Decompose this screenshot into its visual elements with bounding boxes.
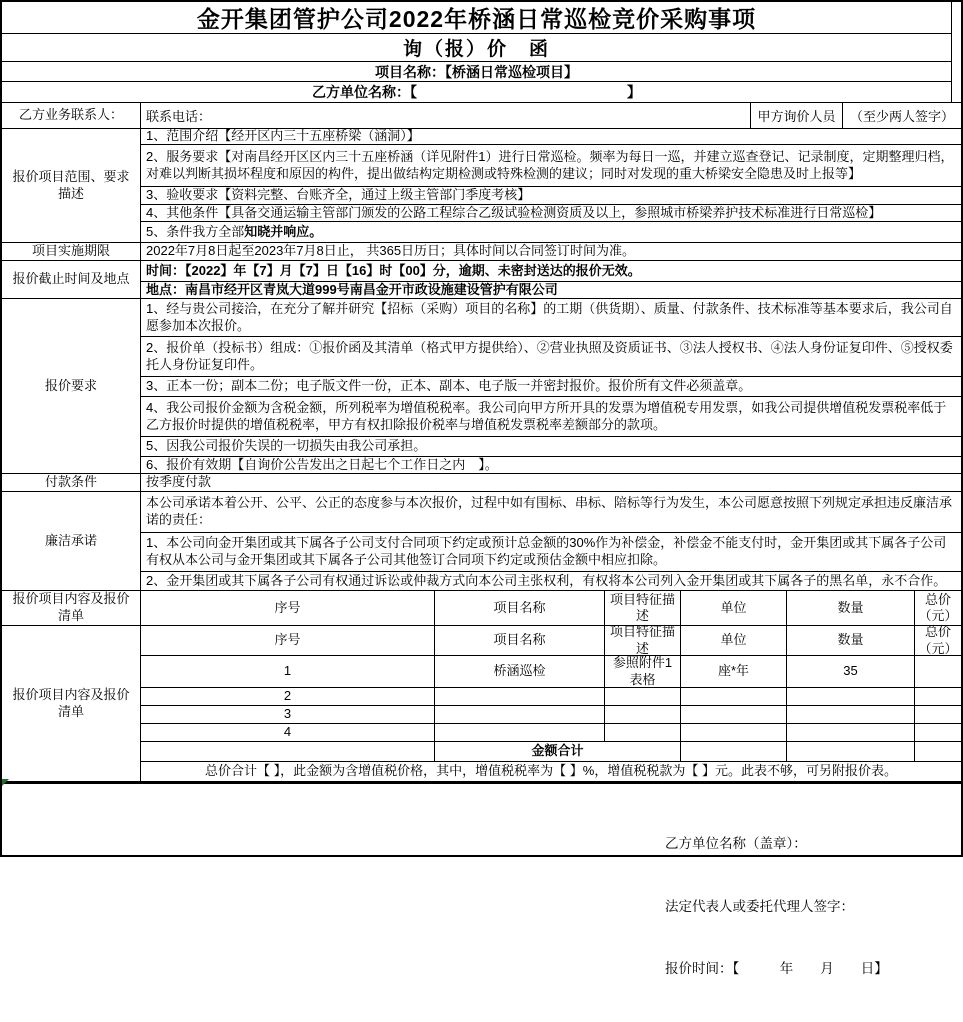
deadline-time: 时间：【2022】年【7】月【7】日【16】时【00】分，逾期、未密封送达的报价无效。 [141,261,961,282]
requirement-row-6: 6、报价有效期【自询价公告发出之日起七个工作日之内 】。 [146,456,498,472]
grand-total-note: 总价合计【 】，此金额为含增值税价格，其中，增值税税率为【 】%，增值税税款为【 】元。此表不够，可另附报价表。 [205,763,897,779]
item-unit [681,688,787,705]
item-header-row-1 [141,591,961,625]
item-feature [605,724,681,741]
right-strip-cell [951,2,961,102]
header-block [2,2,961,103]
integrity-intro: 本公司承诺本着公开、公平、公正的态度参与本次报价，过程中如有围标、串标、陪标等行为发生，本公司愿意按照下列规定承担违反廉洁承诺的责任： [141,492,961,533]
document-subtitle: 询（报）价 函 [2,34,951,62]
table-row [141,656,961,688]
scope-row-3: 3、验收要求【资料完整、台账齐全，通过上级主管部门季度考核】 [141,187,961,205]
sum-label: 金额合计 [435,742,681,761]
green-triangle-marker-icon [2,779,9,786]
item-feature [605,688,681,705]
signature-footer [2,782,961,977]
item-header-row-2 [141,626,961,656]
sum-empty-qty [787,742,915,761]
header-seq: 序号 [141,591,435,625]
item-total [915,656,961,687]
scope-row-1: 1、范围介绍【经开区内三十五座桥梁（涵洞）】 [141,129,961,145]
signature-lines [665,792,888,1022]
duration-label: 项目实施期限 [2,243,141,260]
payment-section [2,474,961,492]
item-unit [681,706,787,723]
scope-row-5-prefix: 5、条件我方全部 [146,223,245,239]
table-row [141,706,961,724]
header-qty: 数量 [787,626,915,655]
item-seq: 2 [141,688,435,705]
scope-section-label: 报价项目范围、要求描述 [2,129,141,242]
deadline-place: 地点：南昌市经开区青岚大道999号南昌金开市政设施建设管护有限公司 [146,281,558,297]
sum-empty-unit [681,742,787,761]
item-unit [681,724,787,741]
item-unit: 座*年 [681,656,787,687]
project-name-row: 项目名称：【桥涵日常巡检项目】 [2,62,951,82]
item-qty: 35 [787,656,915,687]
contact-person-label: 乙方业务联系人： [2,103,141,128]
quote-time-line: 报价时间：【 年 月 日】 [665,961,888,977]
sum-empty-seq [141,742,435,761]
table-row [141,724,961,742]
item-seq: 1 [141,656,435,687]
integrity-row-2: 2、金开集团或其下属各子公司有权通过诉讼或仲裁方式向本公司主张权利，有权将本公司列入金开集团或其下属各子的黑名单，永不合作。 [146,572,947,588]
item-qty [787,706,915,723]
requirement-row-4: 4、我公司报价金额为含税金额，所列税率为增值税税率。我公司向甲方所开具的发票为增值税专用发票，如我公司提供增值税发票税率低于乙方报价时提供的增值税税率，甲方有权扣除报价税率与增值税发票税率差额部分的款项。 [141,397,961,437]
item-list-section-2 [2,626,961,782]
item-qty [787,724,915,741]
signature-note-cell: （至少两人签字） [849,109,954,124]
requirement-row-2: 2、报价单（投标书）组成：①报价函及其清单（格式甲方提供给）、②营业执照及资质证书、③法人授权书、④法人身份证复印件、⑤授权委托人身份证复印件。 [141,337,961,377]
duration-text: 2022年7月8日起至2023年7月8日止， 共365日历日；具体时间以合同签订时间为准。 [146,243,636,259]
item-list-label-2: 报价项目内容及报价清单 [2,626,141,781]
duration-section [2,243,961,261]
header-qty: 数量 [787,591,915,625]
representative-sign-line: 法定代表人或委托代理人签字： [665,898,854,914]
header-feature: 项目特征描述 [605,591,681,625]
buyer-inquirer-cell: 甲方询价人员 [751,103,843,128]
header-total: 总价（元） [918,624,958,656]
page-title: 金开集团管护公司2022年桥涵日常巡检竞价采购事项 [2,2,951,34]
payment-text: 按季度付款 [146,474,212,490]
header-unit: 单位 [681,591,787,625]
contact-row [2,103,961,129]
item-seq: 3 [141,706,435,723]
sum-empty-total [915,742,961,761]
deadline-label: 报价截止时间及地点 [2,261,141,298]
integrity-section [2,492,961,591]
item-list-section-1 [2,591,961,626]
requirement-row-1: 1、经与贵公司接洽，在充分了解并研究【招标（采购）项目的名称】的工期（供货期）、质量、付款条件、技术标准等基本要求后，我公司自愿参加本次报价。 [141,299,961,337]
contact-phone-cell: 联系电话： [141,103,751,128]
requirements-section [2,299,961,474]
payment-label: 付款条件 [2,474,141,491]
item-name: 桥涵巡检 [435,656,605,687]
item-total [915,688,961,705]
integrity-row-1: 1、本公司向金开集团或其下属各子公司支付合同项下约定或预计总金额的30%作为补偿金，补偿金不能支付时，金开集团或其下属各子公司有权从本公司与金开集团或其下属各子公司其他签订合同项下约定或预估金额中相应扣除。 [141,533,961,572]
header-main [2,2,951,102]
item-feature [605,706,681,723]
requirement-row-5: 5、因我公司报价失误的一切损失由我公司承担。 [141,437,961,457]
sum-row [141,742,961,762]
item-name [435,688,605,705]
scope-row-5-bold: 知晓并响应。 [244,223,323,239]
requirement-row-3: 3、正本一份；副本二份；电子版文件一份，正本、副本、电子版一并密封报价。报价所有文件必须盖章。 [141,377,961,397]
deadline-section [2,261,961,299]
scope-row-5 [141,222,961,242]
header-seq: 序号 [141,626,435,655]
header-total: 总价（元） [918,591,958,623]
table-row [141,688,961,706]
integrity-label: 廉洁承诺 [2,492,141,590]
supplier-seal-line: 乙方单位名称（盖章）： [665,835,807,851]
header-name: 项目名称 [435,626,605,655]
header-feature: 项目特征描述 [605,626,681,655]
item-name [435,706,605,723]
scope-row-4: 4、其他条件【具备交通运输主管部门颁发的公路工程综合乙级试验检测资质及以上，参照城市桥梁养护技术标准进行日常巡检】 [141,205,961,222]
item-feature: 参照附件1表格 [605,656,681,687]
item-total [915,724,961,741]
header-name: 项目名称 [435,591,605,625]
item-name [435,724,605,741]
item-total [915,706,961,723]
item-seq: 4 [141,724,435,741]
item-qty [787,688,915,705]
header-unit: 单位 [681,626,787,655]
supplier-name-row: 乙方单位名称：【 】 [312,84,641,100]
requirements-label: 报价要求 [2,299,141,473]
scope-row-2: 2、服务要求【对南昌经开区区内三十五座桥涵（详见附件1）进行日常巡检。频率为每日一巡，并建立巡查登记、记录制度，定期整理归档，对难以判断其损坏程度和原因的构件，提出做结构定期检测或特殊检测的建议；同时对发现的重大桥梁安全隐患及时上报等】 [141,145,961,187]
scope-section [2,129,961,243]
item-list-label-1: 报价项目内容及报价清单 [2,591,141,625]
